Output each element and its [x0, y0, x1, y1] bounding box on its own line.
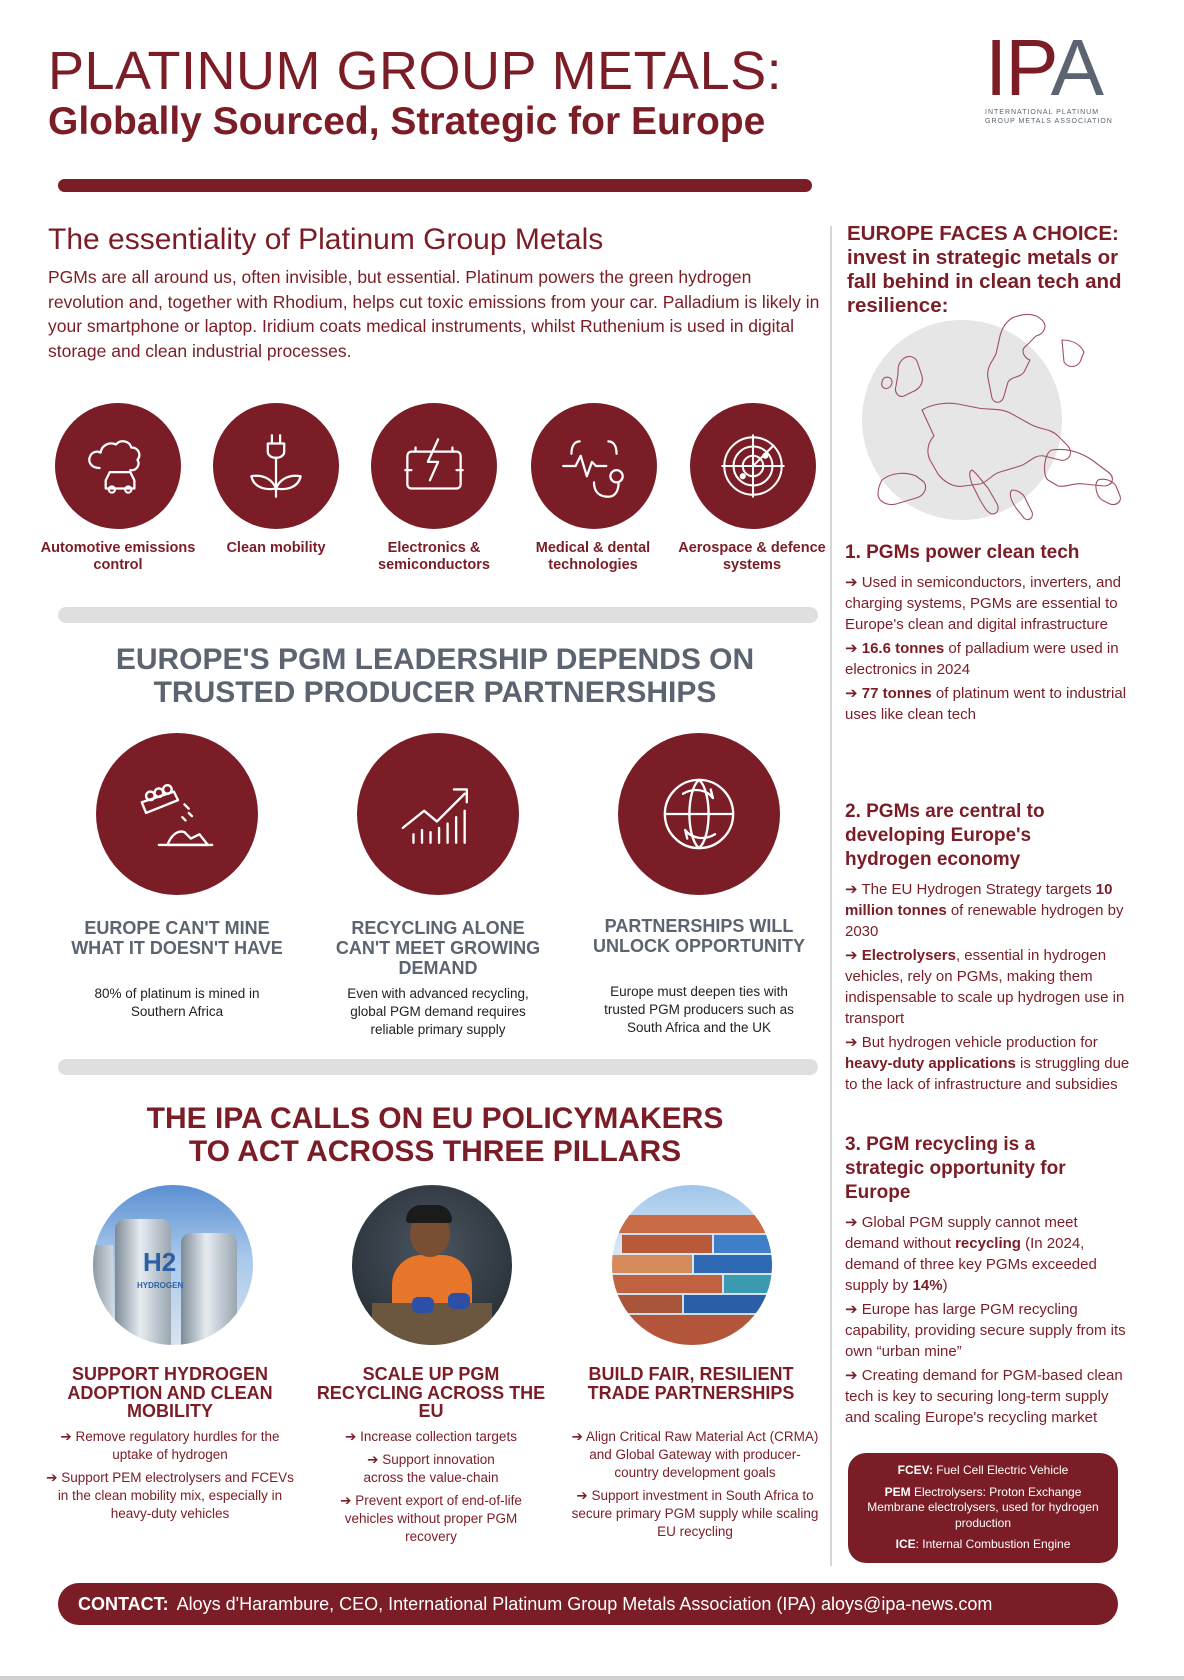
category-label: Clean mobility [226, 540, 326, 556]
right-bullet [845, 638, 1130, 680]
hydrogen-tanks-photo [93, 1185, 253, 1345]
contact-label: CONTACT: [78, 1593, 169, 1614]
right-bullet-bold: ➔ 16.6 tonnes [845, 640, 945, 657]
section-divider [58, 607, 818, 623]
right-bullet [845, 683, 1130, 725]
pillar-bullets [570, 1428, 820, 1546]
radar-icon [690, 403, 816, 529]
pillars-heading [40, 1102, 830, 1168]
right-bullet-text: ➔ Global PGM supply cannot meet demand without [845, 1214, 1078, 1252]
right-bullet-bold: ➔ Electrolysers [845, 947, 956, 964]
pillar-bullet: ➔ Support PEM electrolysers and FCEVs in the clean mobility mix, especially in heavy-duty vehicles [46, 1470, 294, 1521]
glossary-term: FCEV: [897, 1463, 933, 1477]
right-bullet: ➔ Creating demand for PGM-based clean tech is key to securing long-term supply and scaling Europe's recycling market [845, 1367, 1123, 1426]
right-section-body [845, 879, 1130, 1098]
glossary-def: : Internal Combustion Engine [915, 1537, 1071, 1551]
hydrogen-photo-sublabel: HYDROGEN [137, 1281, 184, 1290]
pillar-bullet: ➔ Remove regulatory hurdles for the uptake of hydrogen [60, 1429, 280, 1462]
leadership-heading [40, 643, 830, 709]
page-subtitle: Globally Sourced, Strategic for Europe [48, 100, 766, 143]
growth-chart-icon [357, 733, 519, 895]
essentiality-heading: The essentiality of Platinum Group Metals [48, 223, 604, 256]
right-bullet-text: , essential in hydrogen vehicles, rely on PGMs, making them indispensable to scale up hydrogen use in transport [845, 947, 1125, 1027]
right-bullet-text: of palladium were used in electronics in 2024 [845, 640, 1119, 678]
right-bullet: ➔ Used in semiconductors, inverters, and charging systems, PGMs are essential to Europe's clean and digital infrastructure [845, 574, 1122, 633]
pillar-bullet: ➔ Prevent export of end-of-life vehicles without proper PGM recovery [340, 1493, 522, 1544]
right-section-body [845, 1212, 1130, 1431]
right-bullet-text: ) [942, 1277, 948, 1294]
right-bullet-bold: heavy-duty applications [845, 1055, 1016, 1072]
category-label: Automotive emissions control [40, 540, 196, 573]
logo-letters: IPA [985, 23, 1103, 112]
shipping-containers-photo [612, 1185, 772, 1345]
pillar-bullet: ➔ Support innovation across the value-chain [363, 1452, 499, 1485]
leadership-item-title: EUROPE CAN'T MINE WHAT IT DOESN'T HAVE [71, 918, 283, 958]
logo-subtitle-2: GROUP METALS ASSOCIATION [985, 118, 1113, 125]
contact-text[interactable]: Aloys d'Harambure, CEO, International Platinum Group Metals Association (IPA) aloys@ipa-news.com [176, 1593, 993, 1614]
glossary-item [848, 1463, 1118, 1479]
leadership-heading-line: EUROPE'S PGM LEADERSHIP DEPENDS ON [115, 643, 755, 676]
leadership-item-title: RECYCLING ALONE CAN'T MEET GROWING DEMAND [335, 918, 541, 978]
battery-bolt-icon [371, 403, 497, 529]
essentiality-body: PGMs are all around us, often invisible, but essential. Platinum powers the green hydrogen revolution and, together with Rhodium, helps cut toxic emissions from your car. Palladium is likely in your smartphone or laptop. Iridium coats medical instruments, whilst Ruthenium is used in digital storage and clean industrial processes. [48, 267, 820, 361]
leadership-item-title: PARTNERSHIPS WILL UNLOCK OPPORTUNITY [592, 916, 805, 956]
right-bullet: ➔ Europe has large PGM recycling capability, providing secure supply from its own “urban mine” [845, 1301, 1126, 1360]
category-label: Electronics & semiconductors [378, 540, 490, 573]
glossary-def: Fuel Cell Electric Vehicle [932, 1463, 1069, 1477]
section-divider [58, 1059, 818, 1075]
right-bullet-text: ➔ But hydrogen vehicle production for [845, 1034, 1098, 1051]
pillar-title: SUPPORT HYDROGEN ADOPTION AND CLEAN MOBILITY [67, 1364, 273, 1421]
right-bullet-bold: 10 million tonnes [845, 881, 1113, 919]
glossary-def: Electrolysers: Proton Exchange Membrane electrolysers, used for hydrogen production [867, 1484, 1099, 1530]
logo-subtitle-1: INTERNATIONAL PLATINUM [985, 109, 1100, 116]
pillars-heading-line: TO ACT ACROSS THREE PILLARS [188, 1135, 682, 1168]
title-underline-bar [58, 179, 812, 192]
page-title: PLATINUM GROUP METALS: [48, 41, 783, 101]
leadership-heading-line: TRUSTED PRODUCER PARTNERSHIPS [153, 676, 717, 709]
leadership-item-text: Europe must deepen ties with trusted PGM producers such as South Africa and the UK [604, 984, 794, 1035]
right-bullet-text: of renewable hydrogen by 2030 [845, 902, 1124, 940]
contact-banner [58, 1583, 1118, 1625]
pillars-heading-line: THE IPA CALLS ON EU POLICYMAKERS [146, 1102, 724, 1135]
recycling-worker-photo [352, 1185, 512, 1345]
pillar-title: BUILD FAIR, RESILIENT TRADE PARTNERSHIPS [587, 1364, 795, 1403]
footer-line [0, 1676, 1184, 1680]
mining-cart-icon [96, 733, 258, 895]
right-bullet-bold: recycling [955, 1235, 1021, 1252]
europe-choice-heading: EUROPE FACES A CHOICE: invest in strategic metals or fall behind in clean tech and resilience: [847, 222, 1122, 317]
glossary-box [848, 1453, 1118, 1563]
right-bullet-text: is struggling due to the lack of infrastructure and subsidies [845, 1055, 1130, 1093]
right-bullet-text: of platinum went to industrial uses like clean tech [845, 685, 1127, 723]
right-section-body [845, 572, 1130, 728]
pillar-bullet: ➔ Align Critical Raw Material Act (CRMA) and Global Gateway with producer-country development goals [571, 1429, 819, 1480]
right-bullet-text: (In 2024, demand of three key PGMs exceeded supply by [845, 1235, 1097, 1294]
right-bullet [845, 1032, 1130, 1095]
glossary-item [848, 1485, 1118, 1532]
right-bullet [845, 945, 1130, 1029]
europe-map-icon [862, 300, 1134, 578]
hydrogen-photo-label: H2 [143, 1247, 177, 1277]
right-section-heading: 3. PGM recycling is a strategic opportunity for Europe [845, 1134, 1066, 1203]
ipa-logo [985, 23, 1125, 125]
leadership-item-text: Even with advanced recycling, global PGM demand requires reliable primary supply [347, 986, 529, 1037]
glossary-item [848, 1537, 1118, 1553]
right-bullet-bold: ➔ 77 tonnes [845, 685, 932, 702]
right-bullet [845, 1212, 1130, 1296]
glossary-term: ICE [895, 1537, 916, 1551]
category-label: Medical & dental technologies [535, 540, 651, 573]
pillar-bullet: ➔ Support investment in South Africa to secure primary PGM supply while scaling EU recycling [571, 1488, 819, 1539]
right-section-heading: 1. PGMs power clean tech [845, 542, 1080, 563]
right-bullet [845, 879, 1130, 942]
globe-arrows-icon [618, 733, 780, 895]
plug-leaf-icon [213, 403, 339, 529]
car-cloud-icon [55, 403, 181, 529]
glossary-term: PEM [884, 1484, 911, 1499]
leadership-item-text: 80% of platinum is mined in Southern Africa [94, 986, 260, 1019]
pillar-bullets [306, 1428, 556, 1551]
right-section-heading: 2. PGMs are central to developing Europe's hydrogen economy [845, 801, 1045, 870]
pillar-bullets [45, 1428, 295, 1528]
pillar-bullet: ➔ Increase collection targets [345, 1429, 517, 1444]
pillar-title: SCALE UP PGM RECYCLING ACROSS THE EU [316, 1364, 546, 1421]
stethoscope-icon [531, 403, 657, 529]
column-divider [830, 226, 832, 1566]
right-bullet-bold: 14% [912, 1277, 943, 1294]
right-bullet-text: ➔ The EU Hydrogen Strategy targets [845, 881, 1096, 898]
category-label: Aerospace & defence systems [678, 540, 826, 573]
